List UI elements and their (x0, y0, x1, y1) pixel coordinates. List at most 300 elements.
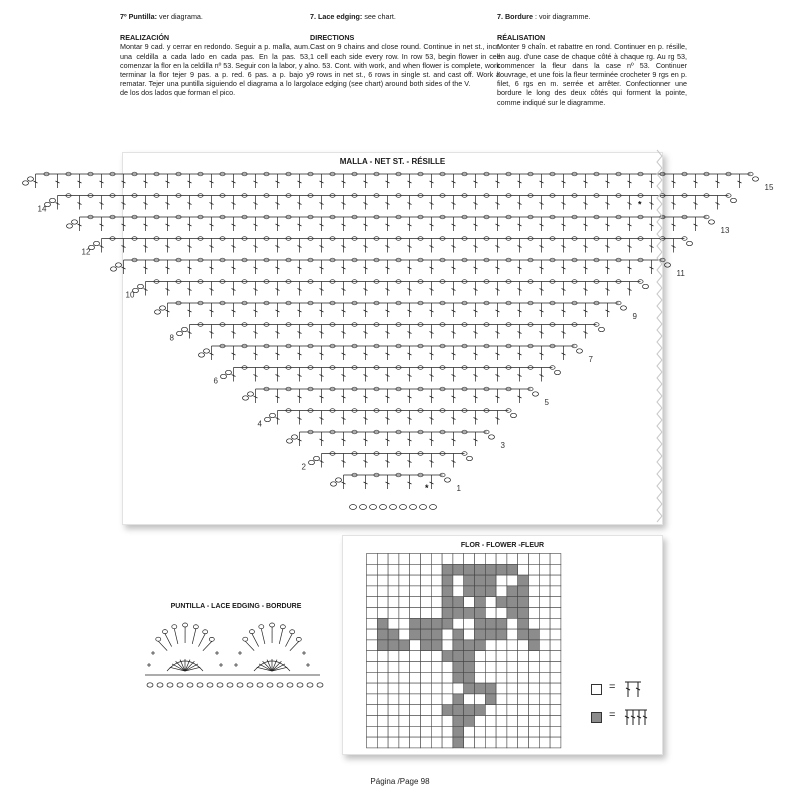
flower-cell-filled (377, 629, 388, 640)
flower-cell-open (388, 662, 399, 673)
flower-cell-open (518, 737, 529, 748)
flower-cell-open (442, 694, 453, 705)
flower-cell-open (388, 554, 399, 565)
flower-cell-open (410, 662, 421, 673)
english-heading-number: 7. Lace edging: (310, 12, 363, 21)
flower-cell-open (539, 608, 550, 619)
flower-cell-open (485, 662, 496, 673)
flower-cell-open (377, 575, 388, 586)
flower-cell-filled (518, 597, 529, 608)
flower-cell-filled (421, 629, 432, 640)
flower-cell-open (421, 564, 432, 575)
flower-cell-open (421, 726, 432, 737)
flower-cell-filled (431, 629, 442, 640)
flower-cell-open (410, 564, 421, 575)
flower-cell-open (539, 597, 550, 608)
page-number: Página /Page 98 (370, 777, 430, 786)
flower-cell-open (496, 662, 507, 673)
flower-cell-open (550, 554, 561, 565)
flower-cell-open (399, 683, 410, 694)
flower-cell-filled (453, 662, 464, 673)
flower-cell-filled (464, 716, 475, 727)
legend-filled-stitch-icon (623, 707, 649, 727)
flower-cell-filled (388, 640, 399, 651)
flower-cell-open (518, 554, 529, 565)
net-stitch-chart (37, 152, 774, 525)
flower-cell-open (377, 651, 388, 662)
lace-edging-diagram (140, 613, 325, 693)
flower-cell-open (367, 564, 378, 575)
flower-cell-open (507, 651, 518, 662)
flower-cell-open (399, 737, 410, 748)
flower-cell-open (539, 629, 550, 640)
flower-cell-open (496, 737, 507, 748)
flower-cell-filled (453, 694, 464, 705)
flower-cell-open (388, 672, 399, 683)
flower-cell-open (410, 694, 421, 705)
flower-cell-open (431, 564, 442, 575)
flower-cell-filled (431, 618, 442, 629)
flower-cell-open (367, 640, 378, 651)
flower-cell-filled (453, 672, 464, 683)
flower-cell-open (507, 737, 518, 748)
flower-cell-open (507, 618, 518, 629)
flower-cell-open (496, 640, 507, 651)
flower-cell-open (464, 737, 475, 748)
flower-cell-open (539, 651, 550, 662)
lace-edging-title: PUNTILLA - LACE EDGING - BORDURE (170, 603, 302, 610)
spanish-heading-number: 7º Puntilla: (120, 12, 157, 21)
row-number-4: 4 (257, 419, 262, 429)
star-marker: * (425, 483, 429, 493)
flower-cell-filled (475, 629, 486, 640)
flower-cell-filled (453, 640, 464, 651)
flower-cell-open (410, 726, 421, 737)
flower-cell-open (529, 586, 540, 597)
flower-cell-filled (377, 640, 388, 651)
flower-cell-filled (464, 683, 475, 694)
row-number-3: 3 (500, 441, 505, 450)
flower-cell-open (518, 564, 529, 575)
english-subheading: DIRECTIONS (310, 33, 355, 43)
flower-cell-filled (475, 597, 486, 608)
flower-cell-open (442, 554, 453, 565)
flower-cell-open (399, 662, 410, 673)
flower-cell-open (421, 672, 432, 683)
flower-cell-filled (442, 618, 453, 629)
flower-cell-filled (518, 629, 529, 640)
flower-cell-open (367, 683, 378, 694)
flower-cell-open (485, 737, 496, 748)
flower-cell-open (485, 554, 496, 565)
flower-cell-open (388, 705, 399, 716)
french-body: Monter 9 chaîn. et rabattre en rond. Continuer en p. résille, en aug. d'une case de chaque côté à chaque rg. Au rg 53, commencer la fleur dans la case nº 53. Continuer l'ouvrage, et une fois la fleur terminée crocheter 9 rgs en p. filet, 6 rgs en m. serrée et arrêter. Confectionner une bordure le long des deux côtés qui forment la pointe, comme indiqué sur le diagramme. (497, 42, 687, 107)
flower-cell-open (367, 586, 378, 597)
flower-cell-open (421, 586, 432, 597)
flower-cell-open (399, 716, 410, 727)
flower-cell-open (367, 694, 378, 705)
flower-cell-open (518, 651, 529, 662)
flower-cell-filled (464, 662, 475, 673)
flower-cell-open (507, 662, 518, 673)
flower-cell-open (496, 694, 507, 705)
flower-cell-filled (507, 608, 518, 619)
flower-cell-open (518, 726, 529, 737)
flower-cell-open (410, 737, 421, 748)
flower-cell-filled (485, 694, 496, 705)
flower-cell-open (399, 575, 410, 586)
flower-cell-open (367, 629, 378, 640)
flower-cell-open (421, 597, 432, 608)
flower-cell-open (475, 737, 486, 748)
row-number-13: 13 (720, 226, 730, 235)
flower-cell-open (388, 575, 399, 586)
row-number-11: 11 (676, 269, 685, 278)
flower-cell-open (421, 608, 432, 619)
english-instructions (310, 12, 500, 88)
flower-cell-open (367, 716, 378, 727)
flower-cell-filled (475, 608, 486, 619)
flower-cell-open (377, 608, 388, 619)
flower-cell-open (410, 586, 421, 597)
flower-cell-open (539, 640, 550, 651)
flower-cell-open (399, 651, 410, 662)
flower-cell-open (464, 554, 475, 565)
flower-cell-open (485, 640, 496, 651)
flower-cell-filled (453, 716, 464, 727)
flower-cell-filled (453, 608, 464, 619)
flower-cell-open (550, 564, 561, 575)
flower-cell-filled (518, 586, 529, 597)
flower-cell-filled (464, 608, 475, 619)
flower-cell-open (388, 597, 399, 608)
french-subheading: RÉALISATION (497, 33, 546, 43)
flower-cell-open (529, 672, 540, 683)
row-number-1: 1 (456, 484, 461, 493)
flower-cell-open (475, 662, 486, 673)
flower-cell-open (475, 726, 486, 737)
flower-cell-open (377, 694, 388, 705)
flower-cell-open (431, 554, 442, 565)
flower-cell-open (475, 694, 486, 705)
french-heading-rest: : voir diagramme. (532, 12, 591, 21)
flower-cell-open (431, 726, 442, 737)
flower-cell-open (399, 694, 410, 705)
legend-filled-cell (591, 712, 602, 723)
flower-cell-open (442, 737, 453, 748)
flower-cell-filled (529, 629, 540, 640)
english-heading-rest: see chart. (362, 12, 396, 21)
flower-cell-open (529, 662, 540, 673)
flower-cell-filled (485, 564, 496, 575)
flower-cell-open (399, 554, 410, 565)
flower-cell-filled (453, 597, 464, 608)
french-heading-number: 7. Bordure (497, 12, 533, 21)
flower-cell-open (367, 618, 378, 629)
flower-cell-open (377, 705, 388, 716)
flower-cell-open (550, 608, 561, 619)
flower-cell-open (464, 694, 475, 705)
flower-cell-open (399, 586, 410, 597)
flower-cell-open (464, 618, 475, 629)
flower-cell-open (507, 716, 518, 727)
flower-cell-open (539, 575, 550, 586)
flower-cell-open (539, 618, 550, 629)
flower-cell-open (431, 705, 442, 716)
flower-cell-open (539, 564, 550, 575)
flower-cell-open (388, 564, 399, 575)
flower-cell-open (550, 716, 561, 727)
flower-cell-open (453, 586, 464, 597)
flower-cell-open (367, 726, 378, 737)
flower-cell-open (550, 651, 561, 662)
flower-cell-open (496, 554, 507, 565)
flower-cell-filled (496, 618, 507, 629)
spanish-heading-rest: ver diagrama. (156, 12, 203, 21)
flower-cell-open (507, 640, 518, 651)
flower-cell-open (442, 683, 453, 694)
flower-cell-open (431, 672, 442, 683)
row-number-6: 6 (213, 376, 218, 386)
flower-cell-open (550, 575, 561, 586)
flower-cell-filled (507, 586, 518, 597)
flower-cell-open (539, 726, 550, 737)
flower-cell-open (410, 575, 421, 586)
flower-cell-open (496, 716, 507, 727)
flower-cell-open (496, 726, 507, 737)
flower-cell-open (550, 662, 561, 673)
flower-cell-open (410, 651, 421, 662)
flower-cell-open (518, 716, 529, 727)
flower-cell-filled (453, 726, 464, 737)
flower-cell-open (529, 575, 540, 586)
flower-cell-filled (485, 618, 496, 629)
flower-cell-open (431, 597, 442, 608)
legend-open-stitch-icon (623, 679, 645, 699)
french-instructions (497, 12, 687, 107)
row-number-7: 7 (588, 355, 593, 364)
flower-cell-open (399, 597, 410, 608)
flower-cell-open (431, 662, 442, 673)
flower-cell-open (485, 705, 496, 716)
flower-cell-open (496, 586, 507, 597)
flower-cell-open (388, 618, 399, 629)
flower-cell-open (431, 716, 442, 727)
flower-cell-filled (496, 597, 507, 608)
flower-cell-open (529, 716, 540, 727)
flower-cell-open (550, 640, 561, 651)
flower-cell-open (367, 662, 378, 673)
flower-cell-open (550, 683, 561, 694)
flower-chart (342, 535, 663, 755)
star-marker: * (638, 199, 642, 210)
legend-equals-open: = (609, 681, 616, 693)
flower-cell-open (421, 554, 432, 565)
flower-cell-filled (485, 683, 496, 694)
flower-cell-open (377, 554, 388, 565)
flower-cell-open (485, 716, 496, 727)
flower-cell-open (485, 672, 496, 683)
flower-cell-open (496, 651, 507, 662)
flower-cell-filled (507, 564, 518, 575)
legend-open-cell (591, 684, 602, 695)
flower-cell-open (388, 651, 399, 662)
flower-cell-open (529, 737, 540, 748)
flower-cell-open (442, 716, 453, 727)
flower-cell-open (529, 705, 540, 716)
flower-cell-open (442, 672, 453, 683)
flower-cell-filled (453, 629, 464, 640)
flower-cell-open (518, 640, 529, 651)
flower-cell-open (388, 726, 399, 737)
flower-cell-filled (529, 640, 540, 651)
flower-cell-open (518, 683, 529, 694)
flower-chart-title: FLOR - FLOWER -FLEUR (460, 542, 545, 549)
flower-cell-open (431, 683, 442, 694)
flower-cell-open (550, 705, 561, 716)
english-heading (310, 12, 500, 21)
flower-cell-open (496, 575, 507, 586)
flower-cell-open (507, 629, 518, 640)
flower-cell-open (410, 640, 421, 651)
flower-cell-open (518, 662, 529, 673)
flower-cell-filled (464, 586, 475, 597)
flower-cell-open (442, 726, 453, 737)
flower-cell-filled (475, 564, 486, 575)
flower-cell-open (507, 705, 518, 716)
flower-cell-filled (485, 629, 496, 640)
flower-cell-open (377, 716, 388, 727)
flower-cell-open (507, 683, 518, 694)
flower-cell-filled (442, 705, 453, 716)
flower-cell-open (410, 672, 421, 683)
row-number-10: 10 (125, 290, 135, 300)
flower-cell-open (539, 672, 550, 683)
flower-cell-open (485, 726, 496, 737)
flower-cell-open (550, 672, 561, 683)
row-number-2: 2 (301, 462, 306, 472)
flower-cell-filled (442, 564, 453, 575)
flower-cell-open (539, 694, 550, 705)
flower-cell-open (421, 683, 432, 694)
flower-cell-open (367, 554, 378, 565)
flower-cell-open (464, 726, 475, 737)
flower-cell-open (431, 575, 442, 586)
flower-cell-open (367, 597, 378, 608)
row-number-15: 15 (764, 183, 774, 192)
flower-cell-open (485, 608, 496, 619)
spanish-instructions (120, 12, 310, 98)
flower-cell-open (377, 597, 388, 608)
flower-cell-open (367, 737, 378, 748)
flower-cell-filled (464, 705, 475, 716)
flower-cell-open (529, 694, 540, 705)
flower-cell-open (475, 716, 486, 727)
flower-cell-open (453, 683, 464, 694)
row-number-14: 14 (37, 204, 47, 214)
flower-cell-filled (507, 597, 518, 608)
flower-cell-open (431, 651, 442, 662)
flower-cell-filled (421, 640, 432, 651)
flower-cell-open (377, 586, 388, 597)
flower-cell-filled (442, 651, 453, 662)
flower-cell-open (475, 554, 486, 565)
flower-cell-open (431, 608, 442, 619)
flower-cell-open (421, 694, 432, 705)
flower-cell-filled (442, 597, 453, 608)
flower-cell-open (399, 564, 410, 575)
flower-cell-open (539, 683, 550, 694)
flower-cell-filled (421, 618, 432, 629)
flower-cell-filled (410, 618, 421, 629)
flower-cell-open (442, 662, 453, 673)
flower-cell-open (410, 597, 421, 608)
flower-cell-filled (388, 629, 399, 640)
flower-cell-open (421, 716, 432, 727)
flower-cell-open (453, 554, 464, 565)
flower-cell-open (507, 672, 518, 683)
flower-cell-filled (453, 737, 464, 748)
flower-cell-open (388, 586, 399, 597)
flower-cell-open (421, 662, 432, 673)
flower-cell-filled (410, 629, 421, 640)
flower-cell-open (539, 705, 550, 716)
flower-cell-open (399, 672, 410, 683)
flower-cell-open (507, 554, 518, 565)
flower-cell-open (377, 662, 388, 673)
flower-cell-open (421, 651, 432, 662)
flower-cell-open (388, 716, 399, 727)
legend-equals-filled: = (609, 709, 616, 721)
flower-cell-filled (518, 608, 529, 619)
flower-cell-filled (485, 586, 496, 597)
flower-cell-open (399, 726, 410, 737)
flower-cell-filled (442, 586, 453, 597)
net-chart-diagram (37, 153, 774, 526)
flower-cell-open (550, 597, 561, 608)
flower-cell-filled (464, 564, 475, 575)
flower-cell-open (410, 705, 421, 716)
flower-cell-open (518, 672, 529, 683)
flower-cell-open (496, 608, 507, 619)
flower-cell-open (421, 575, 432, 586)
flower-cell-filled (431, 640, 442, 651)
flower-cell-open (529, 726, 540, 737)
flower-cell-open (410, 608, 421, 619)
flower-cell-open (539, 662, 550, 673)
flower-cell-open (388, 608, 399, 619)
flower-cell-open (518, 705, 529, 716)
flower-cell-open (529, 683, 540, 694)
flower-cell-filled (518, 575, 529, 586)
flower-cell-open (496, 705, 507, 716)
flower-cell-open (442, 640, 453, 651)
french-heading (497, 12, 687, 21)
flower-cell-open (485, 651, 496, 662)
flower-cell-open (529, 651, 540, 662)
flower-cell-open (410, 716, 421, 727)
flower-cell-open (507, 726, 518, 737)
flower-cell-filled (485, 575, 496, 586)
flower-cell-open (377, 564, 388, 575)
flower-cell-open (410, 554, 421, 565)
flower-cell-filled (464, 640, 475, 651)
flower-cell-open (550, 629, 561, 640)
flower-cell-open (507, 575, 518, 586)
flower-cell-open (442, 629, 453, 640)
flower-cell-filled (475, 618, 486, 629)
flower-cell-open (550, 586, 561, 597)
